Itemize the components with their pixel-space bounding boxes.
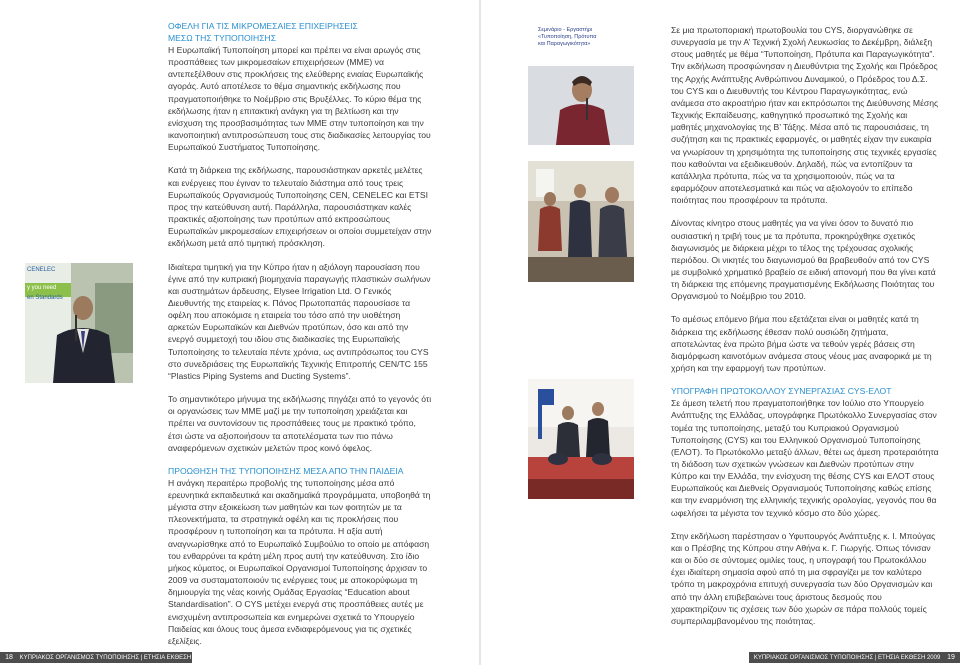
left-paragraph-3: Ιδιαίτερα τιμητική για την Κύπρο ήταν η αξιόλογη παρουσίαση που έγινε από την κυπριακή βιομηχανία παραγωγής πλαστικών σωλήνων και συστημάτων άρδευσης, Elysee Irrigation Ltd. Ο Γενικός Διευθυντής της εταιρείας κ. Πάνος Πρωτοπαπάς παρουσίασε τα οφέλη που αποκόμισε η εταιρεία του τόσο από την υιοθέτηση αρκετών Ευρωπαϊκών και Διεθνών προτύπων, όσο και από την ενεργό συμμετοχή του ιδίου στις διαδικασίες της Ευρωπαϊκής Τυποποίησης το τελευταία πέντε χρόνια, ως αντιπρόσωπος του CYS στο συνεδριάσεις της Ευρωπαϊκής Τεχνικής Επιτροπής CEN/TC 155 “Plastics Piping Systems and Ducting Systems”. — [168, 261, 431, 381]
seminar-banner-line1: Σεμινάριο - Εργαστήρι — [538, 27, 593, 33]
photo-banner-line1: CENELEC — [27, 267, 56, 273]
left-paragraph-1: Η Ευρωπαϊκή Τυποποίηση μπορεί και πρέπει να είναι αρωγός στις προσπάθειες των μικρομεσαίων επιχειρήσεων (ΜΜΕ) να αντεπεξέλθουν στις προκλήσεις της ελεύθερης ενιαίας Ευρωπαϊκής αγοράς. Αυτό αποτέλεσε το θέμα σημαντικής εκδήλωσης που πραγματοποιήθηκε το Νοέμβριο στις Βρυξέλλες. Το κύριο θέμα της εκδήλωσης ήταν η επιτακτική ανάγκη για τη βελτίωση και την ενίσχυση της προσβασιμότητας των ΜΜΕ στην τυποποίηση και την ικανοποιητική αντιπροσώπευση τους στις διαδικασίες λειτουργίας του Ευρωπαϊκού Συστήματος Τυποποίησης. — [168, 45, 431, 153]
speaker-photo — [25, 263, 133, 383]
signing-ceremony-photo — [528, 379, 634, 499]
left-heading-sme: ΟΦΕΛΗ ΓΙΑ ΤΙΣ ΜΙΚΡΟΜΕΣΑΙΕΣ ΕΠΙΧΕΙΡΗΣΕΙΣ ΜΕΣΩ ΤΗΣ ΤΥΠΟΠΟΙΗΣΗΣ — [168, 21, 358, 43]
right-text-column — [671, 24, 939, 638]
right-paragraph-1: Σε μια πρωτοποριακή πρωτοβουλία του CYS, διοργανώθηκε σε συνεργασία με την Α’ Τεχνική Σχολή Λευκωσίας το Δεκέμβρη, διάλεξη στους μαθητές με θέμα “Τυποποίηση, Πρότυπα και Παραγωγικότητα”. Την εκδήλωση προσφώνησαν η Διευθύντρια της Σχολής και Πρόεδρος της Αρχής Ανάπτυξης Ανθρώπινου Δυναμικού, ο Πρόεδρος του Δ.Σ. του CYS και ο Διευθυντής του Κέντρου Παραγωγικότητας, ενώ ανάμεσα στο ακροατήριο ήταν και εκπρόσωποι της Διεύθυνσης Μέσης Τεχνικής Εκπαίδευσης, καθηγητικό προσωπικό της Σχολής και μαθητές μηχανολογίας της Β’ Τάξης. Μέσα από τις παρουσιάσεις, τη συζήτηση και τις πρακτικές εφαρμογές, οι μαθητές είχαν την ευκαιρία να γνωρίσουν τη χρησιμότητα της τυποποίησης στις τεχνικές εργασίες που καθούνται να εξειδικευθούν. Δηλαδή, πώς να εντοπίζουν τα κατάλληλα πρότυπα, πώς να τα χρησιμοποιούν, πώς να τα εφαρμόζουν αποτελεσματικά και πώς να αξιολογούν το επίπεδο ποιότητας που προσφέρουν τα πρότυπα. — [671, 25, 939, 206]
right-paragraph-4: Σε άμεση τελετή που πραγματοποιήθηκε τον Ιούλιο στο Υπουργείο Ανάπτυξης της Ελλάδας, υπογράφηκε Πρωτόκολλο Συνεργασίας στον τομέα της τυποποίησης, μεταξύ του Κυπριακού Οργανισμού Τυποποίησης (CYS) και του Ελληνικού Οργανισμού Τυποποίησης (ΕΛΟΤ). Το Πρωτόκολλο μεταξύ άλλων, θέτει ως άμεση προτεραιότητα τη διάδοση των σχετικών γνώσεων και Διεθνών προτύπων στην Κύπρο και την Ελλάδα, την ενίσχυση της θέσης CYS και ΕΛΟΤ στους Ευρωπαϊκούς και Διεθνείς Οργανισμούς Τυποποίησης καθώς επίσης και την εναρμόνιση της ελληνικής τεχνικής ορολογίας, γεγονός που θα ωφελήσει τα μέγιστα τον τεχνικό κόσμο στο δύο χώρες. — [671, 398, 939, 518]
right-paragraph-5: Στην εκδήλωση παρέστησαν ο Υφυπουργός Ανάπτυξης κ. Ι. Μπούγας και ο Πρέσβης της Κύπρου στην Αθήνα κ. Γ. Γιωργής. Όπως τόνισαν και οι δύο σε σύντομες ομιλίες τους, η υπογραφή του Πρωτοκόλλου έχει ιδιαίτερη σημασία αφού από τη μια σφραγίζει με τον καλύτερο τρόπο τη μακροχρόνια επιτυχή συνεργασία των δύο Οργανισμών και από την άλλη επιβεβαιώνει τους άριστους δεσμούς που χαρακτηρίζουν τις σχέσεις των δύο χωρών σε πάρα πολλούς τομείς συμπεριλαμβανομένου της ποιότητας. — [671, 530, 936, 626]
left-footer — [0, 652, 207, 663]
right-footer — [749, 652, 960, 663]
right-page-number: 19 — [947, 654, 955, 661]
right-paragraph-3: Το αμέσως επόμενο βήμα που εξετάζεται είναι οι μαθητές κατά τη διάρκεια της εκδήλωσης έθεσαν πολύ ουσιώδη ζητήματα, αποτελώντας ένα πρώτο βήμα ώστε να τεθούν γερές βάσεις στη διαμόρφωση καινοτόμων ανάμεσα στους νέους μας αναφορικά με τη χρήση και την εφαρμογή των προτύπων. — [671, 314, 932, 374]
right-footer-text: ΚΥΠΡΙΑΚΟΣ ΟΡΓΑΝΙΣΜΟΣ ΤΥΠΟΠΟΙΗΣΗΣ | ΕΤΗΣΙΑ ΕΚΘΕΣΗ 2009 — [753, 655, 941, 661]
left-paragraph-5: Η ανάγκη περαιτέρω προβολής της τυποποίησης μέσα από ερευνητικά εκπαιδευτικά και ακαδημαϊκά προγράμματα, υποβοηθά τη μέγιστα στην εξοικείωση των μαθητών και των φοιτητών με τα πλεονεκτήματα, τα στρατηγικά οφέλη και τις προκλήσεις που προσφέρουν η τυποποίηση και τα πρότυπα. Η αξία αυτή αναγνωρίσθηκε από το Ευρωπαϊκό Συμβούλιο το οποίο με απόφαση του ενθαρρύνει τα κράτη μέλη προς αυτή την κατεύθυνση. Στο ίδιο μήκος κύματος, οι Ευρωπαϊκοί Οργανισμοί Τυποποίησης άρχισαν το 2009 να συσταματοποιούν τις ενέργειες τους με αποκορύφωμα τη δημιουργία της νέας κοινής Ομάδας Εργασίας “Education about Standardisation”. Ο CYS μετέχει ενεργά στις προσπάθειες αυτές με ενισχυμένη αντιπροσωπεία και ενημερώνει σχετικά το Υπουργείο Παιδείας και όλους τους άμεσα ενδιαφερόμενους για τις σχετικές εξελίξεις. — [168, 477, 431, 646]
seminar-banner-line3: και Παραγωγικότητα» — [538, 41, 591, 47]
left-paragraph-2: Κατά τη διάρκεια της εκδήλωσης, παρουσιάστηκαν αρκετές μελέτες και ενέργειες που έγιναν το τελευταίο διάστημα από τους τρεις Ευρωπαϊκούς Οργανισμούς Τυποποίησης CEN, CENELEC και ETSI προς την κατεύθυνση αυτή. Παράλληλα, παρουσιάστηκαν καλές πρακτικές αξιοποίησης των προτύπων από εκπροσώπους Ευρωπαϊκών μικρομεσαίων επιχειρήσεων οι οποίοι συμμετείχαν στην εκδήλωση μετά από τιμητική πρόσκληση. — [168, 165, 432, 249]
seminar-banner-line2: «Τυποποίηση, Πρότυπα — [538, 34, 597, 40]
right-heading-protocol: ΥΠΟΓΡΑΦΗ ΠΡΩΤΟΚΟΛΛΟΥ ΣΥΝΕΡΓΑΣΙΑΣ CYS-ΕΛΟΤ — [671, 386, 892, 397]
right-page — [481, 0, 960, 665]
audience-photo — [528, 161, 634, 282]
left-paragraph-4: Το σημαντικότερο μήνυμα της εκδήλωσης πηγάζει από το γεγονός ότι οι οργανώσεις των ΜΜΕ μαζί με την τυποποίηση χρειάζεται και πρέπει να συντονίσουν τις προσπάθειες τους με πρακτικό τρόπο, έτσι ώστε να αξιοποιήσουν τα αποτελέσματα των πιο πάνω αναφερόμενων σχετικών μελετών προς κοινό όφελος. — [168, 394, 432, 453]
left-footer-text: ΚΥΠΡΙΑΚΟΣ ΟΡΓΑΝΙΣΜΟΣ ΤΥΠΟΠΟΙΗΣΗΣ | ΕΤΗΣΙΑ ΕΚΘΕΣΗ 2009 — [19, 655, 207, 661]
seminar-speaker-photo — [528, 24, 634, 145]
photo-banner-line2: y you need — [27, 285, 57, 291]
photo-banner-line3: en Standards — [27, 295, 63, 301]
left-page-number: 18 — [5, 654, 13, 661]
left-heading-education: ΠΡΟΩΘΗΣΗ ΤΗΣ ΤΥΠΟΠΟΙΗΣΗΣ ΜΕΣΑ ΑΠΟ ΤΗΝ ΠΑΙΔΕΙΑ — [168, 465, 404, 476]
left-text-column — [168, 20, 432, 658]
right-paragraph-2: Δίνοντας κίνητρο στους μαθητές για να γίνει όσον το δυνατό πιο ουσιαστική η τριβή τους με τα πρότυπα, προκηρύχθηκε σχετικός διαγωνισμός με διάρκεια μέχρι το τέλος της τρέχουσας σχολικής περιόδου. Οι νικητές του διαγωνισμού θα βραβευθούν από τον CYS με συμβολικό χρηματικό βραβείο σε ειδική απονομή που θα γίνει κατά τη διάρκεια της επόμενης πραγματισμένης Εκδήλωσης Ποιότητας του Οργανισμού το Νοέμβριο του 2010. — [671, 218, 936, 302]
